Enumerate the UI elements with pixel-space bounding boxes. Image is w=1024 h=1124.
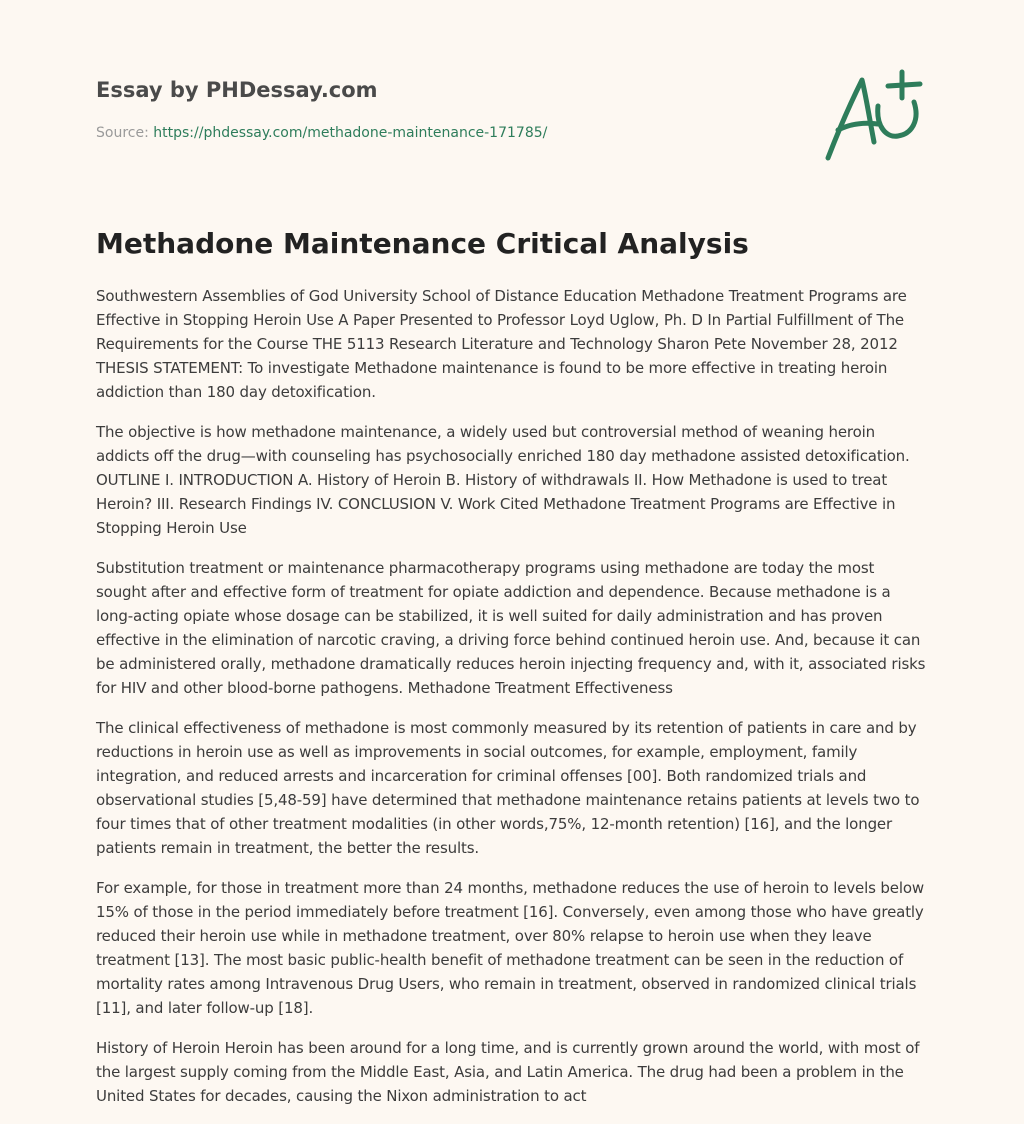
source-link[interactable]: https://phdessay.com/methadone-maintenance-171785/ [153,125,548,141]
paragraph: The objective is how methadone maintenance, a widely used but controversial method of weaning heroin addicts off the drug—with counseling has psychosocially enriched 180 day methadone assisted detoxification. OUTLINE I. INTRODUCTION A. History of Heroin B. History of withdrawals II. How Methadone is used to treat Heroin? III. Research Findings IV. CONCLUSION V. Work Cited Methadone Treatment Programs are Effective in Stopping Heroin Use [96,423,910,537]
paragraph: Substitution treatment or maintenance pharmacotherapy programs using methadone are today the most sought after and effective form of treatment for opiate addiction and dependence. Because methadone is a long-acting opiate whose dosage can be stabilized, it is well suited for daily administration and has proven effective in the elimination of narcotic craving, a driving force behind continued heroin use. And, because it can be administered orally, methadone dramatically reduces heroin injecting frequency and, with it, associated risks for HIV and other blood-borne pathogens. Methadone Treatment Effectiveness [96,559,926,697]
paragraph: The clinical effectiveness of methadone is most commonly measured by its retention of patients in care and by reductions in heroin use as well as improvements in social outcomes, for example, employment, family integration, and reduced arrests and incarceration for criminal offenses [00]. Both randomized trials and observational studies [5,48-59] have determined that methadone maintenance retains patients at levels two to four times that of other treatment modalities (in other words,75%, 12-month retention) [16], and the longer patients remain in treatment, the better the results. [96,719,920,857]
essay-header [96,76,796,143]
paragraph: For example, for those in treatment more than 24 months, methadone reduces the use of heroin to levels below 15% of those in the period immediately before treatment [16]. Conversely, even among those who have greatly reduced their heroin use while in methadone treatment, over 80% relapse to heroin use when they leave treatment [13]. The most basic public-health benefit of methadone treatment can be seen in the reduction of mortality rates among Intravenous Drug Users, who remain in treatment, observed in randomized clinical trials [11], and later follow-up [18]. [96,879,925,1017]
source-label: Source: [96,125,154,141]
essay-title: Methadone Maintenance Critical Analysis [96,227,749,260]
paragraph: Southwestern Assemblies of God University School of Distance Education Methadone Treatment Programs are Effective in Stopping Heroin Use A Paper Presented to Professor Loyd Uglow, Ph. D In Partial Fulfillment of The Requirements for the Course THE 5113 Research Literature and Technology Sharon Pete November 28, 2012 THESIS STATEMENT: To investigate Methadone maintenance is found to be more effective in treating heroin addiction than 180 day detoxification. [96,287,907,401]
essay-body [96,284,928,1124]
source-line [96,123,796,143]
paragraph: History of Heroin Heroin has been around for a long time, and is currently grown around the world, with most of the largest supply coming from the Middle East, Asia, and Latin America. The drug had been a problem in the United States for decades, causing the Nixon administration to act [96,1039,920,1105]
brand-name: Essay by PHDessay.com [96,78,378,102]
a-plus-logo-icon [816,66,926,166]
